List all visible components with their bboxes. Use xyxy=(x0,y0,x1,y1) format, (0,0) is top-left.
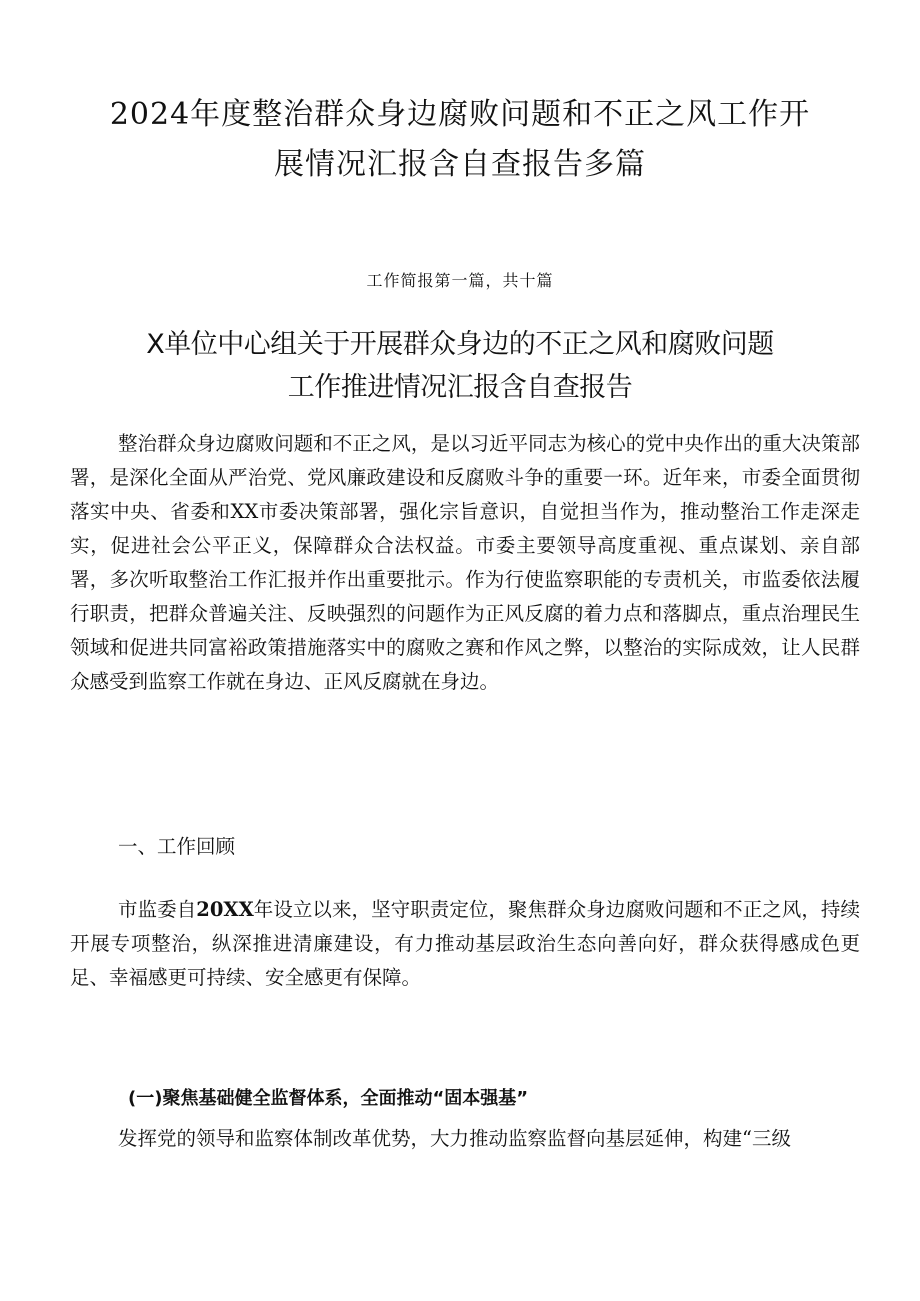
document-title xyxy=(60,323,860,409)
document-title-line-1: X单位中心组关于开展群众身边的不正之风和腐败问题 xyxy=(146,329,774,360)
subsection-heading: (一)聚焦基础健全监督体系，全面推动“固本强基” xyxy=(128,1088,529,1109)
document-title-line-2: 工作推进情况汇报含自查报告 xyxy=(287,372,633,403)
section-paragraph-post: 年设立以来，坚守职责定位，聚焦群众身边腐败问题和不正之风，持续开展专项整治，纵深推进清廉建设，有力推动基层政治生态向善向好，群众获得感成色更足、幸福感更可持续、安全感更有保障。 xyxy=(70,898,860,989)
section-paragraph-pre: 市监委自 xyxy=(118,898,197,921)
section-heading-work-review: 一、工作回顾 xyxy=(118,835,236,858)
year-placeholder: 20XX xyxy=(196,898,254,921)
main-title-line-1: 2024年度整治群众身边腐败问题和不正之风工作开 xyxy=(109,97,811,132)
main-title-line-2: 展情况汇报含自查报告多篇 xyxy=(274,147,646,182)
main-title xyxy=(60,90,860,190)
series-label: 工作简报第一篇，共十篇 xyxy=(366,271,554,290)
intro-paragraph-text: 整治群众身边腐败问题和不正之风，是以习近平同志为核心的党中央作出的重大决策部署，是深化全面从严治党、党风廉政建设和反腐败斗争的重要一环。近年来，市委全面贯彻落实中央、省委和XX市委决策部署，强化宗旨意识，自觉担当作为，推动整治工作走深走实，促进社会公平正义，保障群众合法权益。市委主要领导高度重视、重点谋划、亲自部署，多次听取整治工作汇报并作出重要批示。作为行使监察职能的专责机关，市监委依法履行职责，把群众普遍关注、反映强烈的问题作为正风反腐的着力点和落脚点，重点治理民生领域和促进共同富裕政策措施落实中的腐败之赛和作风之弊，以整治的实际成效，让人民群众感受到监察工作就在身边、正风反腐就在身边。 xyxy=(70,432,860,693)
intro-paragraph xyxy=(70,427,860,699)
subsection-paragraph xyxy=(70,1122,860,1156)
subsection-paragraph-text: 发挥党的领导和监察体制改革优势，大力推动监察监督向基层延伸，构建“三级 xyxy=(118,1127,791,1150)
section-paragraph xyxy=(70,893,860,995)
